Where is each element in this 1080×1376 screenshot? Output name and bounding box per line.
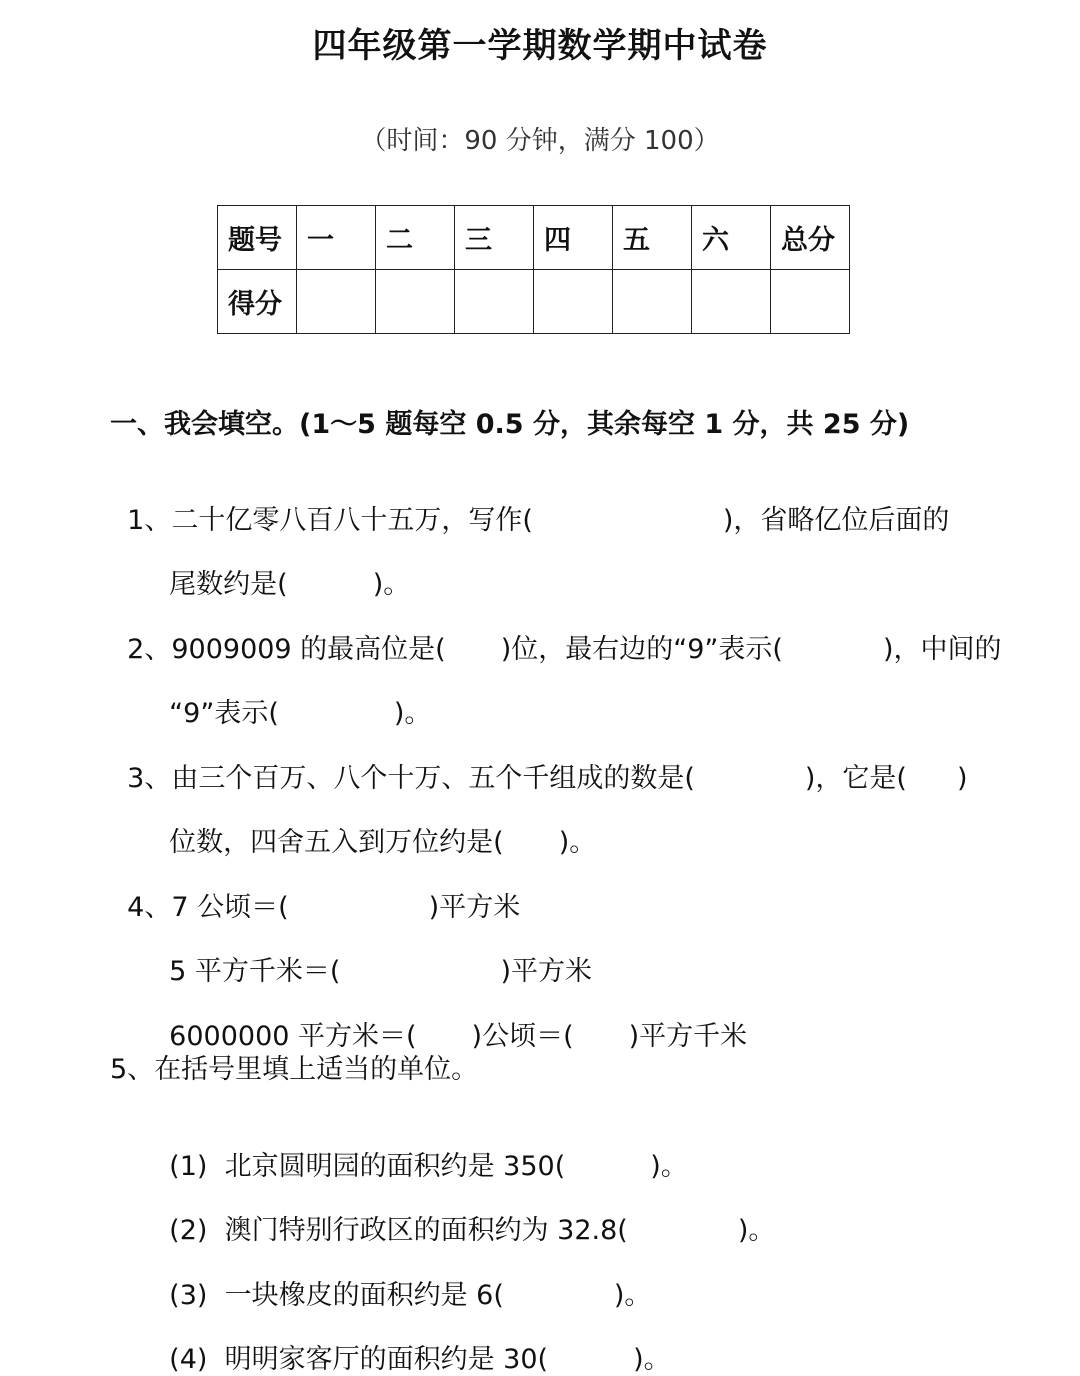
question-2-line-2 xyxy=(152,660,431,730)
question-5-stem: 5、在括号里填上适当的单位。 xyxy=(110,1054,479,1085)
q5-item-end: )。 xyxy=(737,1215,776,1246)
score-cell[interactable] xyxy=(771,270,850,334)
score-cell[interactable] xyxy=(692,270,771,334)
q5-item-end: )。 xyxy=(633,1344,671,1375)
question-3-line-2 xyxy=(152,789,596,859)
q4-text-e: 6000000 平方米＝( xyxy=(169,1021,417,1052)
q2-text-e: )。 xyxy=(393,698,432,729)
question-2-line-1 xyxy=(110,596,1002,666)
question-1-line-1 xyxy=(110,467,949,537)
question-4-line-3 xyxy=(152,983,747,1053)
score-cell[interactable] xyxy=(376,270,455,334)
score-cell[interactable] xyxy=(534,270,613,334)
question-5-item-1 xyxy=(152,1113,688,1183)
score-header-cell: 六 xyxy=(692,206,771,270)
q3-text-c: ) xyxy=(956,763,968,794)
q2-text-b: )位，最右边的“9”表示( xyxy=(500,634,783,665)
q3-text-a: 3、由三个百万、八个十万、五个千组成的数是( xyxy=(127,763,695,794)
score-cell[interactable] xyxy=(297,270,376,334)
q5-item-text: (3) 一块橡皮的面积约是 6( xyxy=(169,1280,504,1311)
score-header-cell: 题号 xyxy=(218,206,297,270)
score-row-label: 得分 xyxy=(218,270,297,334)
score-cell[interactable] xyxy=(613,270,692,334)
score-header-cell: 总分 xyxy=(771,206,850,270)
question-5-item-3 xyxy=(152,1242,651,1312)
q5-item-text: (2) 澳门特别行政区的面积约为 32.8( xyxy=(169,1215,628,1246)
question-4-line-1 xyxy=(110,854,520,924)
q4-text-b: )平方米 xyxy=(428,892,521,923)
score-cell[interactable] xyxy=(455,270,534,334)
score-table xyxy=(217,205,850,334)
question-5-item-2 xyxy=(152,1177,775,1247)
q4-text-g: )平方千米 xyxy=(628,1021,748,1052)
q1-text-c: 尾数约是( xyxy=(169,569,288,600)
score-header-cell: 五 xyxy=(613,206,692,270)
score-header-cell: 三 xyxy=(455,206,534,270)
q5-item-end: )。 xyxy=(613,1280,652,1311)
q4-text-f: )公顷＝( xyxy=(471,1021,574,1052)
q3-text-b: )，它是( xyxy=(804,763,907,794)
q1-text-d: )。 xyxy=(372,569,411,600)
q2-text-d: “9”表示( xyxy=(169,698,279,729)
score-table-score-row xyxy=(218,270,850,334)
q1-text-a: 1、二十亿零八百八十五万，写作( xyxy=(127,505,533,536)
q3-text-d: 位数，四舍五入到万位约是( xyxy=(169,827,504,858)
score-header-cell: 一 xyxy=(297,206,376,270)
section-heading: 一、我会填空。(1～5 题每空 0.5 分，其余每空 1 分，共 25 分) xyxy=(110,409,910,440)
question-3-line-1 xyxy=(110,725,968,795)
question-4-line-2 xyxy=(152,918,592,988)
q5-item-text: (1) 北京圆明园的面积约是 350( xyxy=(169,1151,566,1182)
exam-subtitle: （时间：90 分钟，满分 100） xyxy=(360,126,720,156)
q5-item-end: )。 xyxy=(650,1151,688,1182)
q4-text-d: )平方米 xyxy=(500,956,593,987)
q4-text-a: 4、7 公顷＝( xyxy=(127,892,289,923)
q3-text-e: )。 xyxy=(558,827,597,858)
score-header-cell: 二 xyxy=(376,206,455,270)
question-5-item-4 xyxy=(152,1306,671,1376)
score-header-cell: 四 xyxy=(534,206,613,270)
q4-text-c: 5 平方千米＝( xyxy=(169,956,341,987)
exam-title: 四年级第一学期数学期中试卷 xyxy=(312,26,768,66)
question-1-line-2 xyxy=(152,531,410,601)
q5-item-text: (4) 明明家客厅的面积约是 30( xyxy=(169,1344,549,1375)
q2-text-a: 2、9009009 的最高位是( xyxy=(127,634,446,665)
q2-text-c: )，中间的 xyxy=(882,634,1002,665)
q1-text-b: )，省略亿位后面的 xyxy=(722,505,950,536)
score-table-header-row xyxy=(218,206,850,270)
